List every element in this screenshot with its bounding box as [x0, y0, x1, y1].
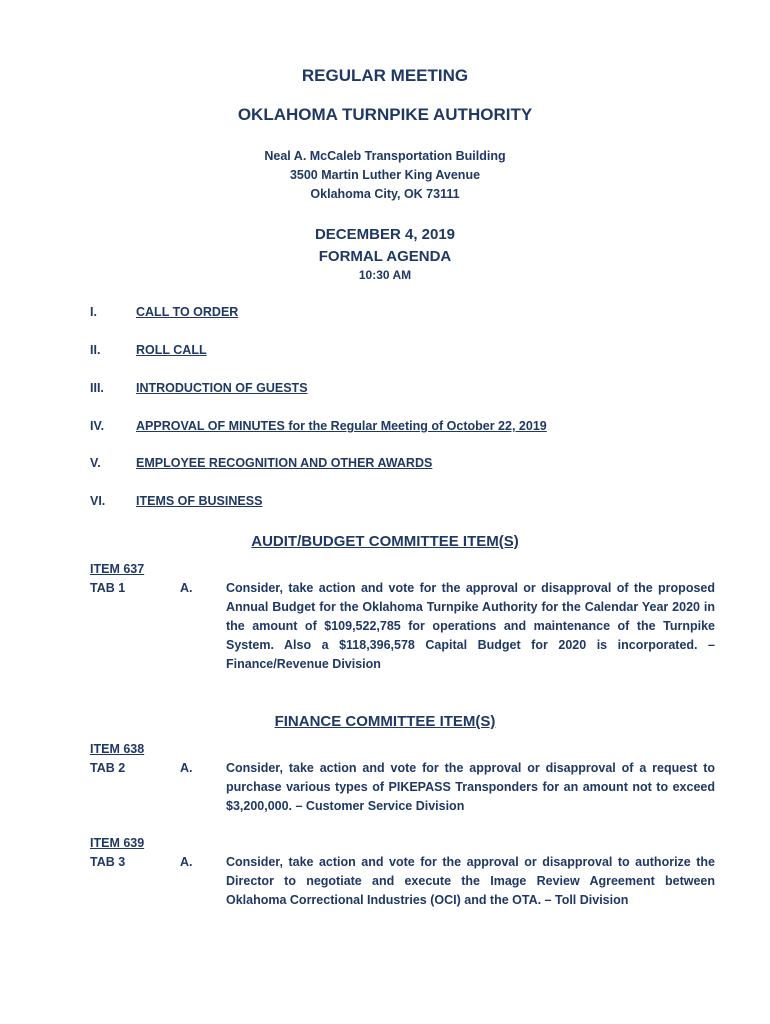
item-letter: A.	[180, 761, 193, 775]
building-name: Neal A. McCaleb Transportation Building	[264, 149, 506, 163]
item-description: Consider, take action and vote for the approval or disapproval of the proposed Annual Budget for the Oklahoma Turnpike Authority for the Calendar Year 2020 in the amount of $109,522,785 for operations and maintenance of the Turnpike System. Also a $118,396,578 Capital Budget for 2020 is incorporated. – Finance/Revenue Division	[226, 581, 715, 671]
agenda-label: ITEMS OF BUSINESS	[136, 494, 263, 508]
item-number: ITEM 637	[90, 562, 145, 576]
agenda-number: III.	[90, 381, 104, 395]
agenda-number: I.	[90, 305, 97, 319]
tab-label: TAB 2	[90, 761, 126, 775]
business-item-637	[90, 560, 715, 671]
agenda-label: APPROVAL OF MINUTES for the Regular Meeting of October 22, 2019	[136, 419, 547, 433]
tab-label: TAB 1	[90, 581, 126, 595]
agenda-number: V.	[90, 456, 101, 470]
tab-label: TAB 3	[90, 855, 126, 869]
agenda-number: IV.	[90, 419, 105, 433]
organization-title: OKLAHOMA TURNPIKE AUTHORITY	[237, 105, 533, 124]
date-block	[0, 224, 770, 268]
section-title-audit-budget: AUDIT/BUDGET COMMITTEE ITEM(S)	[251, 533, 519, 550]
item-number: ITEM 639	[90, 836, 145, 850]
city-address: Oklahoma City, OK 73111	[310, 187, 460, 201]
item-letter: A.	[180, 581, 193, 595]
meeting-date: DECEMBER 4, 2019	[314, 226, 456, 243]
agenda-number: VI.	[90, 494, 106, 508]
agenda-label: EMPLOYEE RECOGNITION AND OTHER AWARDS	[136, 456, 433, 470]
business-item-639	[90, 834, 715, 907]
section-title-finance: FINANCE COMMITTEE ITEM(S)	[274, 713, 496, 730]
address-block	[0, 147, 770, 204]
business-item-638	[90, 740, 715, 813]
agenda-number: II.	[90, 343, 101, 357]
item-number: ITEM 638	[90, 742, 145, 756]
meeting-title: REGULAR MEETING	[301, 66, 469, 85]
item-description: Consider, take action and vote for the approval or disapproval of a request to purchase various types of PIKEPASS Transponders for an amount not to exceed $3,200,000. – Customer Service Division	[226, 761, 715, 813]
agenda-type: FORMAL AGENDA	[318, 248, 452, 265]
item-letter: A.	[180, 855, 193, 869]
item-description: Consider, take action and vote for the approval or disapproval to authorize the Director to negotiate and execute the Image Review Agreement between Oklahoma Correctional Industries (OCI) and the OTA. – Toll Division	[226, 855, 715, 907]
agenda-label: CALL TO ORDER	[136, 305, 239, 319]
street-address: 3500 Martin Luther King Avenue	[289, 168, 481, 182]
agenda-label: ROLL CALL	[136, 343, 207, 357]
meeting-time: 10:30 AM	[358, 268, 412, 282]
agenda-label: INTRODUCTION OF GUESTS	[136, 381, 308, 395]
